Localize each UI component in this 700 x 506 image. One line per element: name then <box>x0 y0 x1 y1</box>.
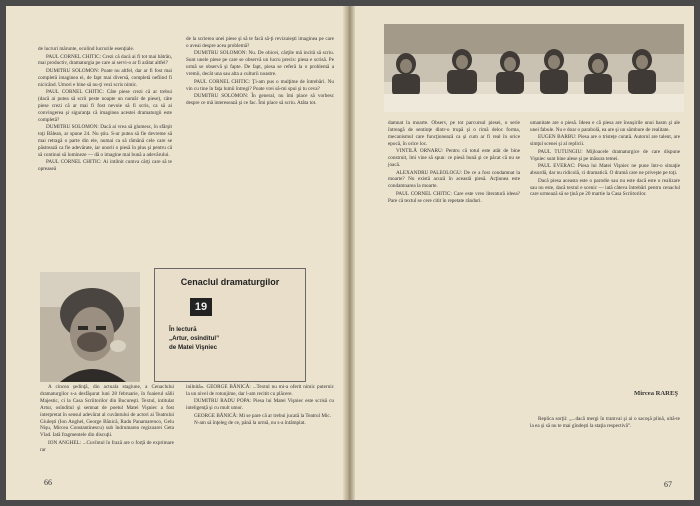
left-column-3 <box>186 384 334 428</box>
page-number: 66 <box>44 478 52 487</box>
paragraph: PAUL CORNEL CHITIC: Ai intilnit cumva cărţi care să te opreaseă <box>38 159 172 173</box>
left-column-1 <box>38 46 172 174</box>
article-signature: Mircea RAREŞ <box>634 390 679 397</box>
meeting-photo <box>384 24 684 112</box>
paragraph: N-am să înţeleg de ce, până la urmă, nu s-a întâmplat. <box>194 420 306 427</box>
left-page <box>6 6 346 500</box>
paragraph: DUMITRU SOLOMON: În general, nu îmi place să vorbesc despre ce mă interesează şi ce fac. Îmi place să scriu. Atâta tot. <box>186 93 334 106</box>
paragraph: inilnită». GEORGE BĂNICĂ: ...Textul nu mi-a oferit nimic puternic la un nivel de rotunjime, dar l-am recitit cu plăcere. <box>186 384 334 397</box>
paragraph: A cincea şedinţă, din actuala stagiune, a Cenaclului dramaturgilor s-a desfăşurat luni 28 februarie, în foaierul sălii Majestic, ci la Casa Scriitorilor din Bucureşti. Textul, intitulat Artur, osînditul şi semnat de poetul Matei Vişniec a fost interpretat în sensul adevărat al cuvântului de actori ai Teatrului Giuleşti (Ion Anghel, George Bănică, Radu Panamarenco, Gelu Nişu, Mircea Constantinescu) sub îndrumarea regizoarei Geta Vlad. Iată fragmentele din discuţii. <box>40 384 174 439</box>
page-number: 67 <box>664 480 672 489</box>
paragraph: de la scrierea unei piese şi să te facă să-ţi revizuieşti imaginea pe care o aveai despre acea problemă? <box>186 36 334 49</box>
portrait-photo <box>40 272 140 382</box>
paragraph: de lucruri mărunte, ocolind lucrurile esenţiale. <box>38 46 135 52</box>
cenaclu-subtitle-line: de Matei Vişniec <box>169 344 218 351</box>
paragraph: DUMITRU RADU POPA: Piesa lui Matei Vişniec este scrisă cu inteligenţă şi cu mult umor. <box>186 398 334 412</box>
paragraph: Dacă piesa aceasta este o parodie sau nu este dacă este o realizare sau nu este, dacă textul e scenic — iată câteva întrebări pentru cenaclul care urmează să se ţină pe 20 martie la Casa Scriitorilor. <box>530 177 680 198</box>
cenaclu-subtitle <box>169 325 301 352</box>
cenaclu-title: Cenaclul dramaturgilor <box>180 277 280 287</box>
right-column-2 <box>530 120 680 199</box>
right-column-3 <box>530 416 680 430</box>
paragraph: DUMITRU SOLOMON: Nu. De obicei, cărţile mă incită să scriu. Sunt unele piese pe care se observă un lucru precis: piesa e scrisă. Pe urmă se observă şi fapte. De fapt, piesa se referă la o problemă a vremii, decât una sau alta a culturii noastre. <box>186 50 334 78</box>
cenaclu-subtitle-line: „Artur, osînditul” <box>169 335 220 342</box>
paragraph: damnat la moarte. Observ, pe tot parcursul piesei, o serie întreagă de sentinţe dintr-o trupă şi o rimă deloc forma, mecanismul care funcţionează ca şi cum ar fi real în orice epocă, în orice loc. <box>388 120 520 147</box>
paragraph: ION ANGHEL: ...Cuvîntul în frază are o forţă de exprimare rar <box>40 439 174 453</box>
paragraph: PAUL TUTUNGIU: Mijloacele dramaturgice de care dispune Vişniec sunt bine alese şi pe măsura temei. <box>530 148 680 162</box>
paragraph: Replica sorţii: „...dacă mergi în tramvai şi ai o sacoşă plină, uită-te la ea şi să nu te mai gîndeşti la staţia respectivă”. <box>530 416 680 429</box>
paragraph: umanitate are o piesă. Ideea e că piesa are însuşirile unui basm şi ale unei fabule. Nu e doar o parabolă, ea are şi un sâmbure de realitate. <box>530 120 680 133</box>
left-intro-column <box>40 384 174 454</box>
paragraph: GEORGE BĂNICĂ: Mi se pare că ar trebui jucată la Teatrul Mic. <box>194 412 331 419</box>
paragraph: DUMITRU SOLOMON: Poate nu altfel, dar ar fi fost mai completă imaginea ei, de fapt mai diversă, completă nefiind fi nicicând. Umori e bine să nu-ţi vezi scris nimic. <box>38 67 172 88</box>
magazine-spread <box>6 6 694 500</box>
paragraph: PAUL CORNEL CHITIC: Care este vreo literatură ideea? Pare că textul se cere citit în repetate rânduri. <box>388 190 520 204</box>
paragraph: VINTILĂ ORNARU: Pentru că totul este atât de bine construit, îmi vine să spun: ce piesă bună şi ce păcat că nu se joacă. <box>388 148 520 169</box>
right-page <box>352 6 694 500</box>
cenaclu-number: 19 <box>190 298 212 316</box>
paragraph: DUMITRU SOLOMON: Dacă ai vrea să glumesc, în sfârşit toţi Bălean, ar spune 24. Nu ştiu. S-ar putea să fie devreme să mai retragă o parte din ele, numai ca să rămână cele care se păstrează ca fie adevărate, iar unorii o piesă în plus şi pentru că să continui să lumineze — dă o imagine mai bună a adevărului. <box>38 124 172 158</box>
left-column-2 <box>186 36 334 107</box>
paragraph: PAUL EVERAC: Piesa lui Matei Vişniec ne pune într-o situaţie absurdă, dar nu ridicolă, ci dramatică. O dramă care ne priveşte pe toţi. <box>530 163 680 177</box>
paragraph: PAUL CORNEL CHITIC: Crezi că dacă ai fi tot mai bătrân, mai productiv, dramaturgia pe care ai servi-o ar fi arătat altfel? <box>38 53 172 67</box>
cenaclu-box <box>154 268 306 382</box>
right-column-1 <box>388 120 520 205</box>
paragraph: PAUL CORNEL CHITIC: Câte piese crezi că ar trebui (dacă ai putea să scrii peste noapte un număr de piese), câte piese crezi că ar mai fi fost nevoie să fi scris, ca să ai convingerea şi siguranţa că imaginea acestei dramaturgii este completă? <box>38 89 172 123</box>
paragraph: EUGEN BARBU: Piesa are o tristeţe curată. Autorul are talent, are simţul scenei şi al replicii. <box>530 134 680 148</box>
paragraph: ALEXANDRU PALEOLOGU: De ce a fost condamnat la moarte? Nu există acuză în această piesă. Acţiunea este condamnarea la moarte. <box>388 169 520 190</box>
cenaclu-subtitle-line: În lectură <box>169 326 197 333</box>
paragraph: PAUL CORNEL CHITIC: Ţi-am pus o mulţime de întrebări. Nu vin cu tine în faţa lumii întregi? Poate vrei să-mi spui şi tu ceva? <box>186 78 334 92</box>
